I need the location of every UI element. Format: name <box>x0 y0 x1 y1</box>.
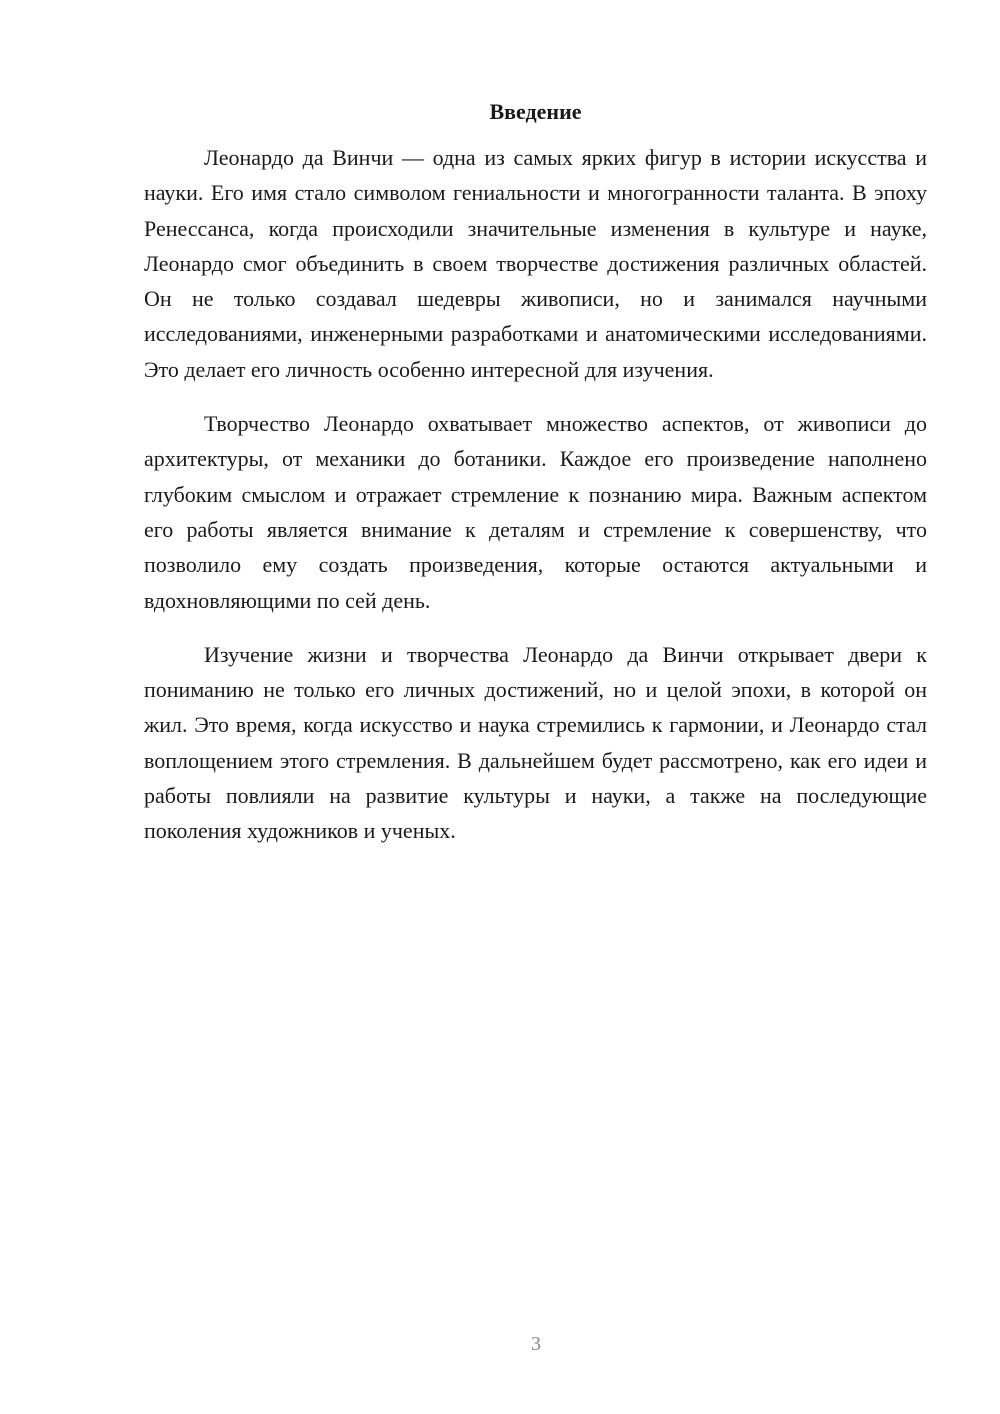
section-heading: Введение <box>489 99 582 124</box>
paragraph-1: Леонардо да Винчи — одна из самых ярких фигур в истории искусства и науки. Его имя стало символом гениальности и многогранности таланта. В эпоху Ренессанса, когда происходили значительные изменения в культуре и науке, Леонардо смог объединить в своем творчестве достижения различных областей. Он не только создавал шедевры живописи, но и занимался научными исследованиями, инженерными разработками и анатомическими исследованиями. Это делает его личность особенно интересной для изучения. <box>144 145 927 382</box>
paragraph-2: Творчество Леонардо охватывает множество аспектов, от живописи до архитектуры, от механики до ботаники. Каждое его произведение наполнено глубоким смыслом и отражает стремление к познанию мира. Важным аспектом его работы является внимание к деталям и стремление к совершенству, что позволило ему создать произведения, которые остаются актуальными и вдохновляющими по сей день. <box>144 411 927 613</box>
page-content <box>144 96 927 849</box>
paragraph-3: Изучение жизни и творчества Леонардо да Винчи открывает двери к пониманию не только его личных достижений, но и целой эпохи, в которой он жил. Это время, когда искусство и наука стремились к гармонии, и Леонардо стал воплощением этого стремления. В дальнейшем будет рассмотрено, как его идеи и работы повлияли на развитие культуры и науки, а также на последующие поколения художников и ученых. <box>144 641 927 844</box>
page-number: 3 <box>531 1333 541 1355</box>
